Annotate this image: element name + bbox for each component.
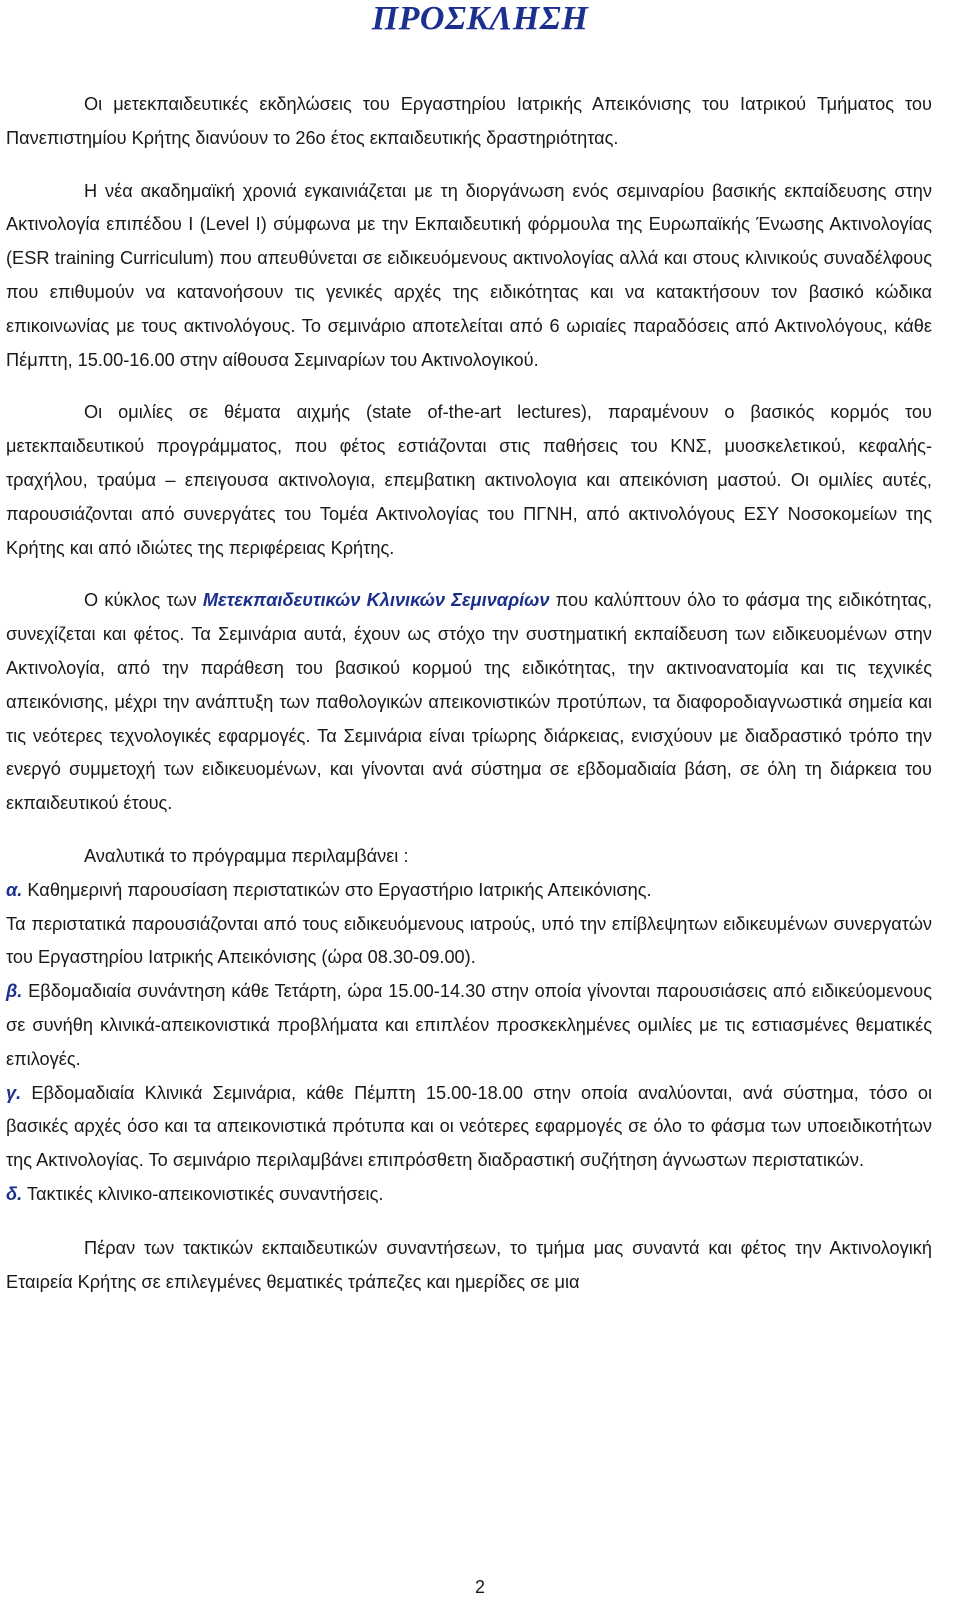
item-b-marker: β. [6, 981, 23, 1002]
clinical-seminars-emphasis: Μετεκπαιδευτικών Κλινικών Σεμιναρίων [202, 590, 550, 611]
paragraph-final: Πέραν των τακτικών εκπαιδευτικών συναντήσεων, το τμήμα μας συναντά και φέτος την Ακτινολογική Εταιρεία Κρήτης σε επιλεγμένες θεματικές τράπεζες και ημερίδες σε μια [6, 1237, 932, 1292]
item-d-text: Τακτικές κλινικο-απεικονιστικές συναντήσεις. [22, 1183, 384, 1204]
item-c-marker: γ. [6, 1082, 22, 1103]
paragraph-clinical-seminars-start: Ο κύκλος των [84, 590, 203, 611]
item-a-text: Καθημερινή παρουσίαση περιστατικών στο Εργαστήριο Ιατρικής Απεικόνισης. [22, 879, 652, 900]
paragraph-intro: Οι μετεκπαιδευτικές εκδηλώσεις του Εργαστηρίου Ιατρικής Απεικόνισης του Ιατρικού Τμήματος του Πανεπιστημίου Κρήτης διανύουν το 26ο έτος εκπαιδευτικής δραστηριότητας. [6, 94, 932, 148]
paragraph-level-one-seminar: Η νέα ακαδημαϊκή χρονιά εγκαινιάζεται με τη διοργάνωση ενός σεμιναρίου βασικής εκπαίδευσης στην Ακτινολογία επιπέδου I (Level I) σύμφωνα με την Εκπαιδευτική φόρμουλα της Ευρωπαϊκής Ένωσης Ακτινολογίας (ESR training Curriculum) που απευθύνεται σε ειδικευόμενους ακτινολογίας αλλά και στους κλινικούς συναδέλφους που επιθυμούν να κατανοήσουν τις γενικές αρχές της ειδικότητας και να κατακτήσουν τον βασικό κώδικα επικοινωνίας με τους ακτινολόγους. Το σεμινάριο αποτελείται από 6 ωριαίες παραδόσεις από Ακτινολόγους, κάθε Πέμπτη, 15.00-16.00 στην αίθουσα Σεμιναρίων του Ακτινολογικού. [6, 180, 932, 370]
program-item-b [6, 975, 932, 1076]
paragraph-clinical-seminars-rest: που καλύπτουν όλο το φάσμα της ειδικότητας, συνεχίζεται και φέτος. Τα Σεμινάρια αυτά, έχουν ως στόχο την συστηματική εκπαίδευση των ειδικευομένων στην Ακτινολογία, από την παράθεση του βασικού κορμού της ειδικότητας, την ακτινοανατομία και τις τεχνικές απεικόνισης, μέχρι την ανάπτυξη των παθολογικών απεικονιστικών προτύπων, τα διαφοροδιαγνωστικά σημεία και τις νεότερες τεχνολογικές εφαρμογές. Τα Σεμινάρια είναι τρίωρης διάρκειας, ενισχύουν με διαδραστικό τρόπο την ενεργό συμμετοχή των ειδικευομένων, και γίνονται ανά σύστημα σε εβδομαδιαία βάση, σε όλη τη διάρκεια του εκπαιδευτικού έτους. [6, 590, 933, 814]
program-item-a-detail: Τα περιστατικά παρουσιάζονται από τους ειδικευόμενους ιατρούς, υπό την επίβλεψητων ειδικευμένων συνεργατών του Εργαστηρίου Ιατρικής Απεικόνισης (ώρα 08.30-09.00). [6, 913, 932, 968]
item-c-text: Εβδομαδιαία Κλινικά Σεμινάρια, κάθε Πέμπτη 15.00-18.00 στην οποία αναλύονται, ανά σύστημα, τόσο οι βασικές αρχές όσο και τα απεικονιστικά πρότυπα και οι νεότερες εφαρμογές σε όλο το φάσμα των υποειδικοτήτων της Ακτινολογίας. Το σεμινάριο περιλαμβάνει επιπρόσθετη διαδραστική συζήτηση άγνωστων περιστατικών. [6, 1082, 932, 1171]
program-intro: Αναλυτικά το πρόγραμμα περιλαμβάνει : [84, 845, 409, 866]
item-b-text: Εβδομαδιαία συνάντηση κάθε Τετάρτη, ώρα 15.00-14.30 στην οποία γίνονται παρουσιάσεις από ειδικεύομενους σε συνήθη κλινικά-απεικονιστικά προβλήματα και επιπλέον προσκεκλημένες ομιλίες με τις εστιασμένες θεματικές επιλογές. [6, 981, 932, 1069]
program-item-c [6, 1077, 932, 1178]
item-a-marker: α. [6, 879, 23, 900]
document-body [6, 88, 932, 1299]
program-item-d [6, 1178, 932, 1212]
paragraph-lectures: Οι ομιλίες σε θέματα αιχμής (state of-the-art lectures), παραμένουν ο βασικός κορμός του μετεκπαιδευτικού προγράμματος, που φέτος εστιάζονται στις παθήσεις του ΚΝΣ, μυοσκελετικού, κεφαλής-τραχήλου, τραύμα – επειγουσα ακτινολογια, επεμβατικη ακτινολογια και απεικόνιση μαστού. Οι ομιλίες αυτές, παρουσιάζονται από συνεργάτες του Τομέα Ακτινολογίας του ΠΓΝΗ, από ακτινολόγους ΕΣΥ Νοσοκομείων της Κρήτης και από ιδιώτες της περιφέρειας Κρήτης. [6, 402, 932, 558]
program-item-a [6, 874, 932, 908]
page-number: 2 [474, 1577, 485, 1597]
page-title: ΠΡΟΣΚΛΗΣΗ [371, 0, 589, 37]
paragraph-clinical-seminars [6, 584, 932, 821]
item-d-marker: δ. [6, 1183, 23, 1204]
